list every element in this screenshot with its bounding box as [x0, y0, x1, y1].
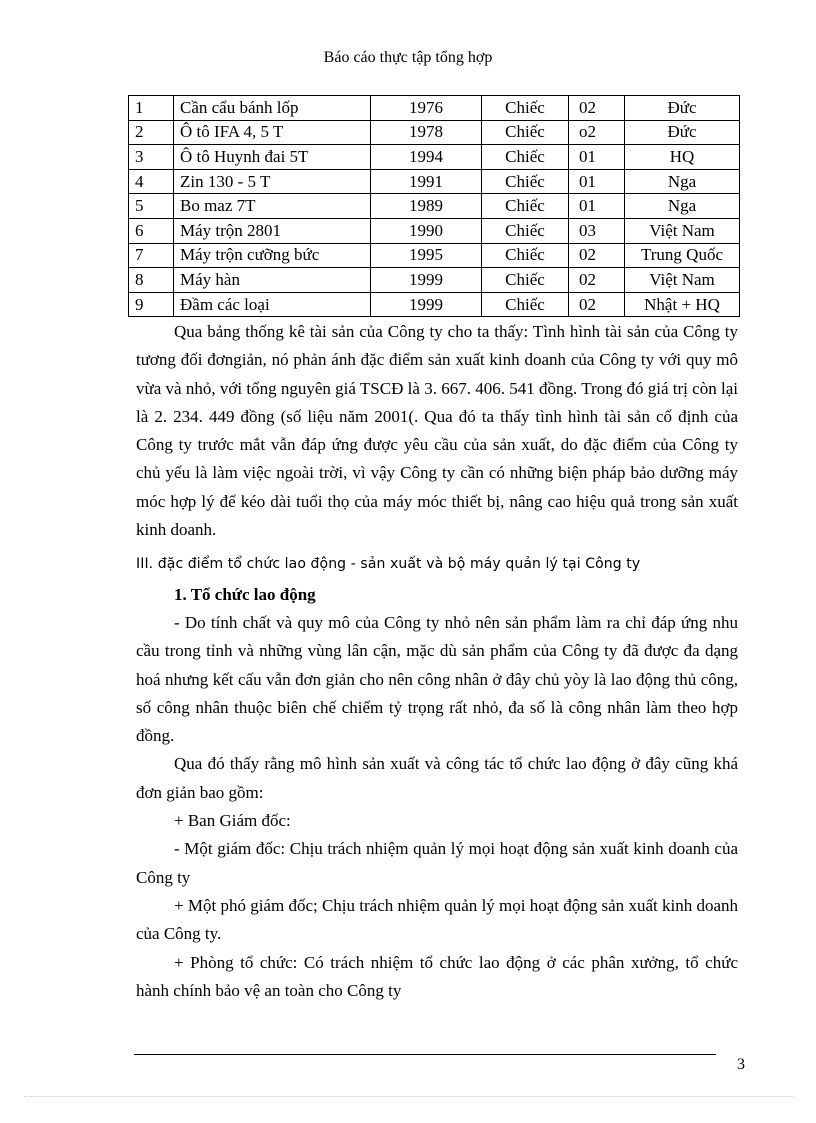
- cell-quantity: 02: [569, 292, 625, 317]
- cell-year: 1990: [371, 218, 482, 243]
- page-header: Báo cáo thực tập tổng hợp: [323, 49, 493, 66]
- cell-unit: Chiếc: [482, 169, 569, 194]
- cell-year: 1999: [371, 268, 482, 293]
- table-row: [129, 218, 740, 243]
- cell-number: 6: [129, 218, 174, 243]
- list-item-director: - Một giám đốc: Chịu trách nhiệm quản lý mọi hoạt động sản xuất kinh doanh của Công ty: [136, 839, 738, 887]
- cell-unit: Chiếc: [482, 268, 569, 293]
- cell-asset-name: Bo maz 7T: [174, 194, 371, 219]
- cell-quantity: 01: [569, 194, 625, 219]
- cell-quantity: 02: [569, 268, 625, 293]
- cell-year: 1989: [371, 194, 482, 219]
- paragraph-labor-1: - Do tính chất và quy mô của Công ty nhỏ nên sản phẩm làm ra chỉ đáp ứng nhu cầu trong tỉnh và những vùng lân cận, mặc dù sản phẩm của Công ty đã được đa dạng hoá nhưng kết cấu vẫn đơn giản cho nên công nhân ở đây chủ yòy là lao động thủ công, số công nhân thuộc biên chế chiếm tỷ trọng rất nhỏ, đa số là công nhân làm theo hợp đồng.: [136, 612, 738, 746]
- page-number: 3: [737, 1056, 745, 1073]
- footer-divider: [134, 1054, 716, 1055]
- cell-origin: Việt Nam: [625, 218, 740, 243]
- cell-asset-name: Máy trộn cưỡng bức: [174, 243, 371, 268]
- cell-asset-name: Đầm các loại: [174, 292, 371, 317]
- asset-table-body: [129, 96, 740, 317]
- cell-year: 1995: [371, 243, 482, 268]
- cell-year: 1994: [371, 145, 482, 170]
- cell-number: 5: [129, 194, 174, 219]
- table-row: [129, 268, 740, 293]
- cell-number: 7: [129, 243, 174, 268]
- cell-origin: Đức: [625, 96, 740, 121]
- cell-unit: Chiếc: [482, 96, 569, 121]
- list-item-deputy-director: + Một phó giám đốc; Chịu trách nhiệm quản lý mọi hoạt động sản xuất kinh doanh của Công ty.: [136, 895, 738, 944]
- cell-origin: Việt Nam: [625, 268, 740, 293]
- cell-quantity: o2: [569, 120, 625, 145]
- cell-unit: Chiếc: [482, 243, 569, 268]
- cell-number: 8: [129, 268, 174, 293]
- cell-year: 1976: [371, 96, 482, 121]
- cell-origin: Nga: [625, 194, 740, 219]
- cell-number: 9: [129, 292, 174, 317]
- cell-asset-name: Cần cẩu bánh lốp: [174, 96, 371, 121]
- cell-unit: Chiếc: [482, 292, 569, 317]
- cell-year: 1999: [371, 292, 482, 317]
- cell-origin: HQ: [625, 145, 740, 170]
- page-bottom-border: [24, 1096, 794, 1097]
- cell-origin: Nga: [625, 169, 740, 194]
- cell-asset-name: Ô tô Huynh đai 5T: [174, 145, 371, 170]
- cell-quantity: 03: [569, 218, 625, 243]
- cell-asset-name: Máy trộn 2801: [174, 218, 371, 243]
- cell-unit: Chiếc: [482, 194, 569, 219]
- cell-asset-name: Máy hàn: [174, 268, 371, 293]
- cell-origin: Nhật + HQ: [625, 292, 740, 317]
- cell-number: 4: [129, 169, 174, 194]
- paragraph-labor-2: Qua đó thấy rằng mô hình sản xuất và công tác tổ chức lao động ở đây cũng khá đơn giản bao gồm:: [136, 754, 738, 802]
- cell-quantity: 02: [569, 243, 625, 268]
- cell-unit: Chiếc: [482, 120, 569, 145]
- table-row: [129, 169, 740, 194]
- cell-year: 1978: [371, 120, 482, 145]
- cell-number: 1: [129, 96, 174, 121]
- cell-unit: Chiếc: [482, 145, 569, 170]
- cell-asset-name: Ô tô IFA 4, 5 T: [174, 120, 371, 145]
- cell-year: 1991: [371, 169, 482, 194]
- paragraph-asset-summary: Qua bảng thống kê tài sản của Công ty cho ta thấy: Tình hình tài sản của Công ty tương đối đơngiản, nó phản ánh đặc điểm sản xuất kinh doanh của Công ty với quy mô vừa và nhỏ, với tổng nguyên giá TSCĐ là 3. 667. 406. 541 đồng. Trong đó giá trị còn lại là 2. 234. 449 đồng (số liệu năm 2001(. Qua đó ta thấy tình hình tài sản cố định của Công ty trước mắt vẫn đáp ứng được yêu cầu của sản xuất, do đặc điểm của Công ty chủ yếu là làm việc ngoài trời, vì vậy Công ty cần có những biện pháp bảo dưỡng máy móc hợp lý để kéo dài tuổi thọ của máy móc thiết bị, nâng cao hiệu quả trong sản xuất kinh doanh.: [136, 322, 738, 540]
- table-row: [129, 243, 740, 268]
- cell-origin: Trung Quốc: [625, 243, 740, 268]
- cell-origin: Đức: [625, 120, 740, 145]
- list-item-org-dept: + Phòng tổ chức: Có trách nhiệm tổ chức lao động ở các phân xưởng, tổ chức hành chính bảo vệ an toàn cho Công ty: [136, 952, 738, 1000]
- list-item-board: + Ban Giám đốc:: [174, 811, 291, 831]
- cell-number: 3: [129, 145, 174, 170]
- cell-unit: Chiếc: [482, 218, 569, 243]
- subsection-title: 1. Tổ chức lao động: [174, 584, 316, 604]
- cell-asset-name: Zin 130 - 5 T: [174, 169, 371, 194]
- document-body: [136, 318, 738, 1005]
- section-title: III. đặc điểm tổ chức lao động - sản xuất và bộ máy quản lý tại Công ty: [136, 556, 641, 573]
- table-row: [129, 194, 740, 219]
- asset-table: [128, 95, 740, 317]
- cell-quantity: 02: [569, 96, 625, 121]
- cell-quantity: 01: [569, 169, 625, 194]
- table-row: [129, 145, 740, 170]
- table-row: [129, 292, 740, 317]
- table-row: [129, 120, 740, 145]
- cell-quantity: 01: [569, 145, 625, 170]
- table-row: [129, 96, 740, 121]
- cell-number: 2: [129, 120, 174, 145]
